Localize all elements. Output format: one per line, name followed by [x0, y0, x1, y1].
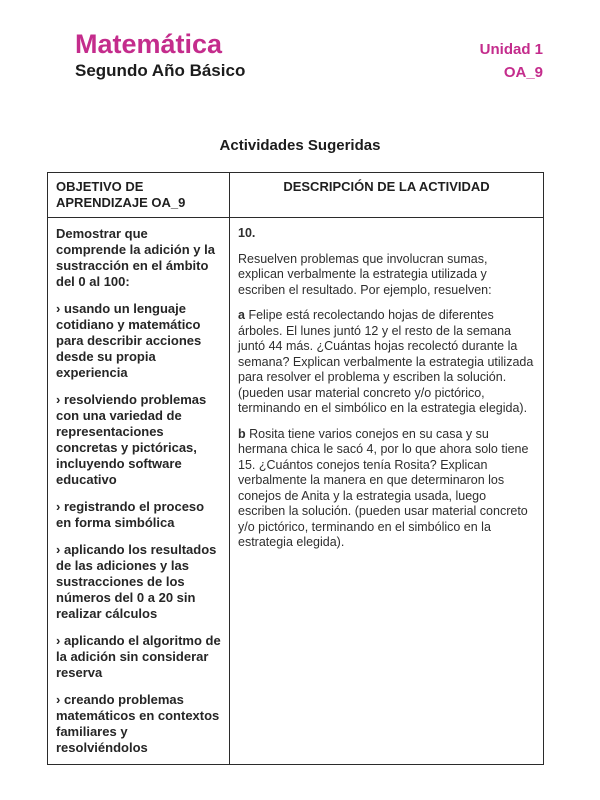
- activity-intro: Resuelven problemas que involucran sumas, explican verbalmente la estrategia utilizada y escriben el resultado. Por ejemplo, resuelven:: [238, 251, 492, 297]
- objective-bullet: › creando problemas matemáticos en contextos familiares y resolviéndolos: [56, 692, 220, 755]
- objective-intro: Demostrar que comprende la adición y la sustracción en el ámbito del 0 al 100:: [56, 226, 215, 289]
- objective-bullet: › registrando el proceso en forma simbólica: [56, 499, 205, 530]
- activity-item-a: [238, 308, 535, 417]
- document-header-left: [75, 28, 245, 81]
- activity-cell: [230, 218, 544, 765]
- unit-label: Unidad 1: [479, 41, 543, 58]
- activities-table: [47, 172, 544, 765]
- objective-bullet: › aplicando el algoritmo de la adición sin considerar reserva: [56, 633, 221, 680]
- oa-code-label: OA_9: [503, 64, 543, 81]
- grade-subtitle: Segundo Año Básico: [75, 61, 246, 80]
- column-header-objective: OBJETIVO DE APRENDIZAJE OA_9: [48, 173, 230, 218]
- activity-item-b: [238, 427, 535, 551]
- subject-title: Matemática: [75, 29, 223, 59]
- activity-item-a-label: a: [238, 308, 245, 322]
- document-header-right: [480, 40, 543, 82]
- table-row: [48, 218, 544, 765]
- page-title: Actividades Sugeridas: [219, 137, 381, 154]
- activity-item-a-text: Felipe está recolectando hojas de diferentes árboles. El lunes juntó 12 y el resto de la semana juntó 44 más. ¿Cuántas hojas recolectó durante la semana? Explican verbalmente la estrategia utilizada para resolver el problema y escriben la solución. (pueden usar material concreto y/o pictórico, terminando en el simbólico en la estrategia elegida).: [238, 308, 534, 415]
- objective-bullet: › usando un lenguaje cotidiano y matemático para describir acciones desde su propia experiencia: [56, 301, 202, 380]
- activity-number: 10.: [238, 226, 256, 240]
- column-header-description: DESCRIPCIÓN DE LA ACTIVIDAD: [230, 173, 544, 218]
- activity-item-b-label: b: [238, 426, 246, 441]
- objective-cell: [48, 218, 230, 765]
- objective-bullet: › aplicando los resultados de las adiciones y las sustracciones de los números del 0 a 20 sin realizar cálculos: [56, 542, 217, 621]
- table-header-row: [48, 173, 544, 218]
- objective-bullet: › resolviendo problemas con una variedad de representaciones concretas y pictóricas, incluyendo software educativo: [56, 392, 207, 487]
- activity-item-b-text: Rosita tiene varios conejos en su casa y su hermana chica le sacó 4, por lo que ahora solo tiene 15. ¿Cuántos conejos tenía Rosita? Explican verbalmente la manera en que determinaron los conejos de Anita y la estrategia usada, luego escriben la solución. (pueden usar material concreto y/o pictórico, terminando en el simbólico en la estrategia elegida).: [238, 426, 529, 549]
